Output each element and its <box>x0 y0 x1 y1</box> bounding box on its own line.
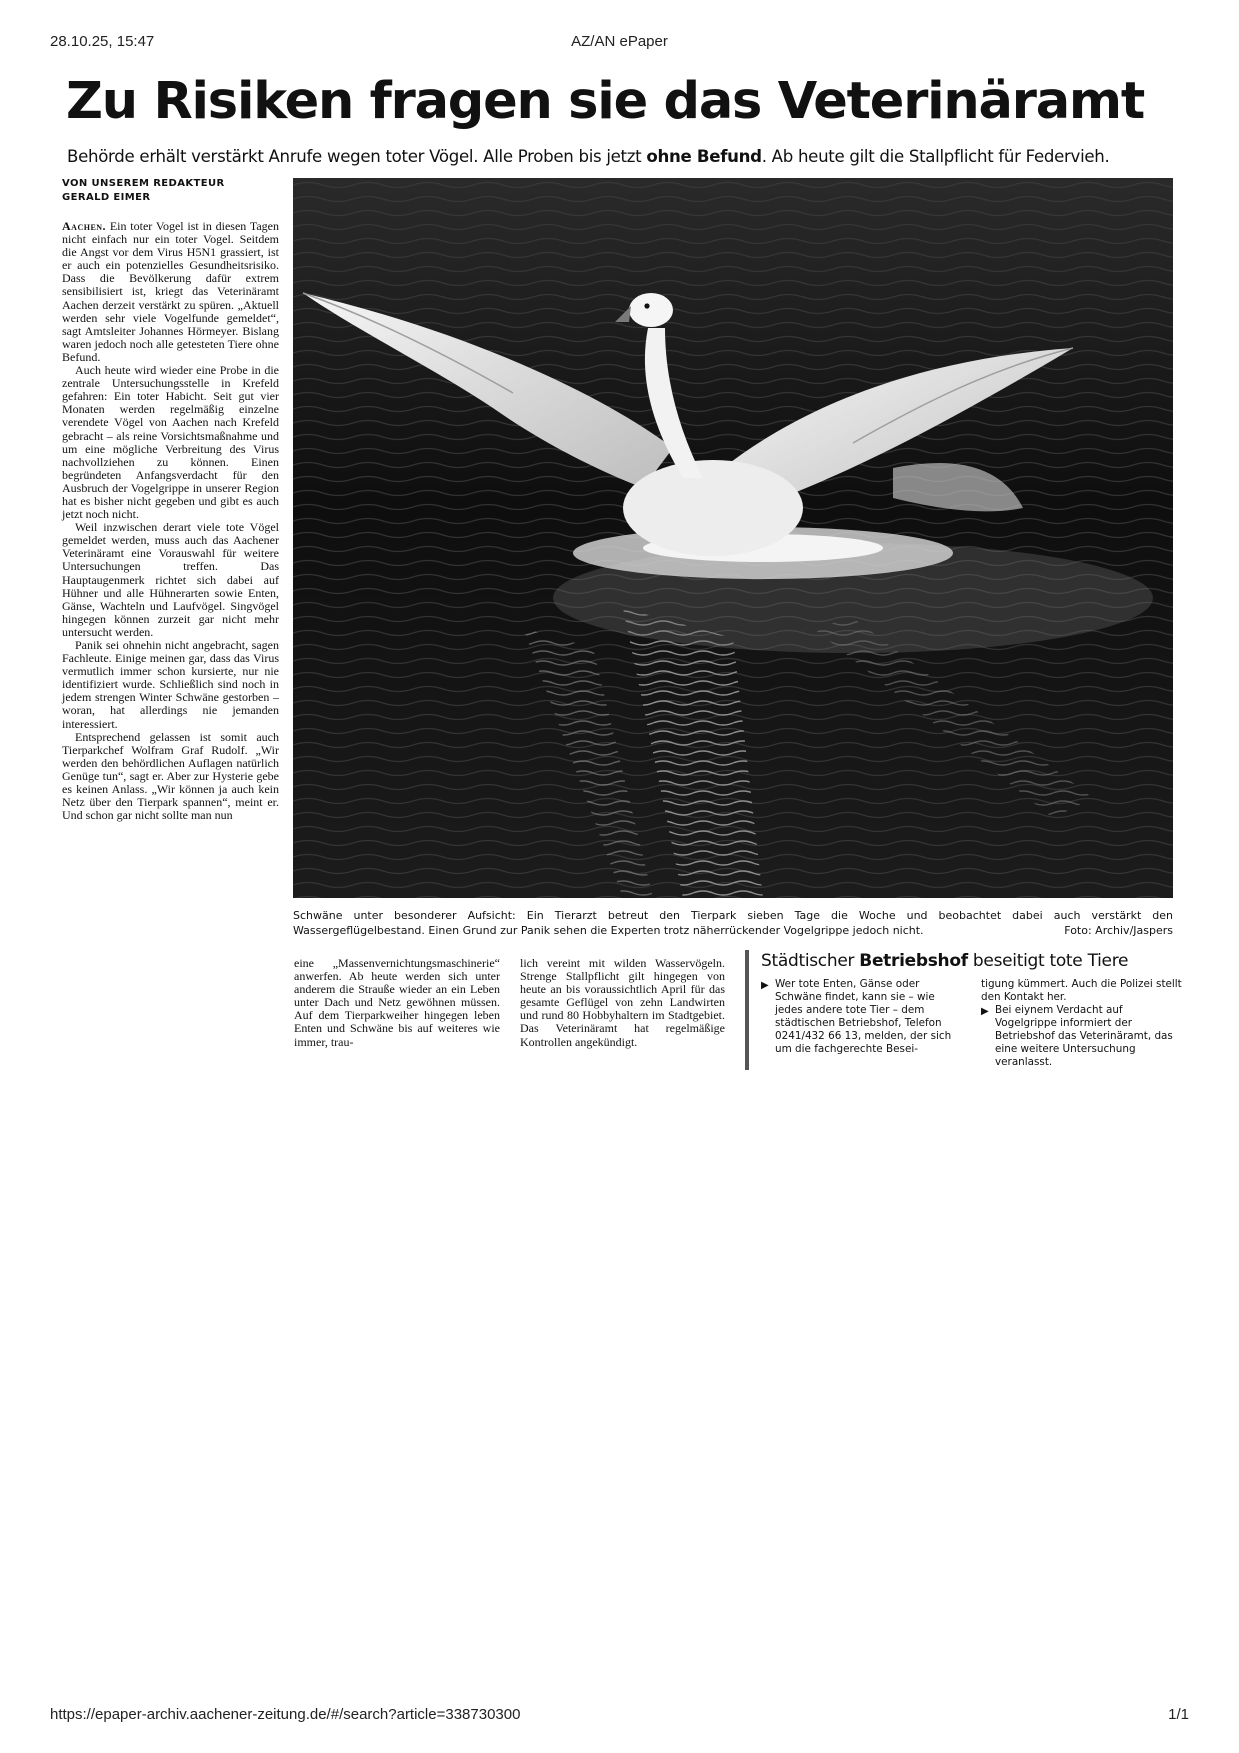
column-2-text: eine „Massenvernichtungsmaschinerie“ anwerfen. Ab heute werden sich unter anderem die Strauße wieder an ein Leben unter Dach und Netz gewöhnen müssen. Auf dem Tierparkweiher hingegen leben Enten und Schwäne bis auf weiteres wie immer, trau- <box>294 956 500 1049</box>
print-page-number: 1/1 <box>1168 1706 1189 1723</box>
paragraph-5: Entsprechend gelassen ist somit auch Tierparkchef Wolfram Graf Rudolf. „Wir werden den behördlichen Auflagen natürlich Genüge tun“, sagt er. Aber zur Hysterie gebe es keinen Anlass. „Wir können ja auch kein Netz über den Tierpark spannen“, meint er. Und schon gar nicht sollte man nun <box>62 729 279 823</box>
info-bullet-2 <box>981 1004 1183 1069</box>
photo-credit: Foto: Archiv/Jaspers <box>1064 924 1173 937</box>
subhead-text-post: . Ab heute gilt die Stallpflicht für Federvieh. <box>761 147 1110 166</box>
triangle-bullet-icon: ▶ <box>981 1006 989 1017</box>
info-box-title-pre: Städtischer <box>761 951 860 971</box>
subhead-text-pre: Behörde erhält verstärkt Anrufe wegen toter Vögel. Alle Proben bis jetzt <box>67 147 647 166</box>
info-box <box>745 950 1191 1070</box>
info-box-title <box>761 950 1191 972</box>
byline <box>62 177 282 205</box>
print-url: https://epaper-archiv.aachener-zeitung.de/#/search?article=338730300 <box>50 1706 521 1723</box>
info-bullet-1-continued: tigung kümmert. Auch die Polizei stellt den Kontakt her. <box>981 978 1182 1003</box>
triangle-bullet-icon: ▶ <box>761 980 769 991</box>
caption-text: Schwäne unter besonderer Aufsicht: Ein Tierarzt betreut den Tierpark sieben Tage die Woche und beobachtet dabei auch verstärkt den Wassergeflügelbestand. Einen Grund zur Panik sehen die Experten trotz näherrückender Vogelgrippe jedoch nicht. <box>293 909 1173 937</box>
article-headline: Zu Risiken fragen sie das Veterinäramt <box>66 72 1145 131</box>
byline-role: VON UNSEREM REDAKTEUR <box>62 178 225 189</box>
article-column-2 <box>294 957 500 1049</box>
paragraph-1 <box>62 220 279 364</box>
print-site-title: AZ/AN ePaper <box>571 33 668 50</box>
photo-caption <box>293 908 1173 938</box>
paragraph-4: Panik sei ohnehin nicht angebracht, sagen Fachleute. Einige meinen gar, dass das Virus vermutlich immer schon kursierte, nur nie identifiziert wurde. Schließlich sind noch in jedem strengen Winter Schwäne gestorben – woran, hat allerdings nie jemanden interessiert. <box>62 638 279 731</box>
info-bullet-1-text: Wer tote Enten, Gänse oder Schwäne findet, kann sie – wie jedes andere tote Tier – dem städtischen Betriebshof, Telefon 0241/432 66 13, melden, der sich um die fachgerechte Besei- <box>775 978 952 1055</box>
dateline: Aachen. <box>62 219 107 233</box>
article-subhead <box>67 146 1197 168</box>
info-box-columns <box>761 978 1191 1069</box>
info-box-column-2 <box>981 978 1183 1069</box>
info-bullet-1 <box>761 978 963 1056</box>
print-datetime: 28.10.25, 15:47 <box>50 33 155 50</box>
swan-photo <box>293 178 1173 898</box>
info-box-title-post: beseitigt tote Tiere <box>967 951 1129 971</box>
column-3-text: lich vereint mit wilden Wasservögeln. Strenge Stallpflicht gilt hingegen von heute an bis voraussichtlich April für das gesamte Geflügel von zehn Landwirten und rund 80 Hobbyhaltern im Stadtgebiet. Das Veterinäramt hat regelmäßige Kontrollen angekündigt. <box>520 956 725 1049</box>
info-box-column-1 <box>761 978 963 1069</box>
info-box-title-bold: Betriebshof <box>859 951 968 971</box>
paragraph-3: Weil inzwischen derart viele tote Vögel gemeldet werden, muss auch das Aachener Veterinäramt eine Vorauswahl für weitere Untersuchungen treffen. Das Hauptaugenmerk richtet sich dabei auf Hühner und alle Hühnerarten sowie Enten, Gänse, Wachteln und Laufvögel. Singvögel hingegen können zurzeit gar nicht mehr untersucht werden. <box>62 520 279 639</box>
paragraph-2: Auch heute wird wieder eine Probe in die zentrale Untersuchungsstelle in Krefeld gefahren: Ein toter Habicht. Seit gut vier Monaten werden regelmäßig einzelne verendete Vögel von Aachen nach Krefeld gebracht – als reine Vorsichtsmaßnahme und um eine mögliche Verbreitung des Virus nachvollziehen zu können. Einen begründeten Anfangsverdacht für den Ausbruch der Vogelgrippe in unserer Region hat es bisher nicht gegeben und gibt es auch jetzt noch nicht. <box>62 363 279 522</box>
paragraph-1-text: Ein toter Vogel ist in diesen Tagen nicht einfach nur ein toter Vogel. Seitdem die Angst vor dem Virus H5N1 grassiert, ist er auch ein potenzielles Gesundheitsrisiko. Dass die Bevölkerung dafür extrem sensibilisiert ist, kriegt das Veterinäramt Aachen derzeit verstärkt zu spüren. „Aktuell werden sehr viele Vogelfunde gemeldet“, sagt Amtsleiter Johannes Hörmeyer. Bislang waren jedoch noch alle getesteten Tiere ohne Befund. <box>62 219 279 364</box>
subhead-text-bold: ohne Befund <box>646 147 762 166</box>
byline-author: GERALD EIMER <box>62 192 151 203</box>
article-column-1 <box>62 220 279 822</box>
info-bullet-2-text: Bei eiynem Verdacht auf Vogelgrippe informiert der Betriebshof das Veterinäramt, das eine weitere Untersuchung veranlasst. <box>995 1004 1173 1068</box>
article-column-3 <box>520 957 725 1049</box>
